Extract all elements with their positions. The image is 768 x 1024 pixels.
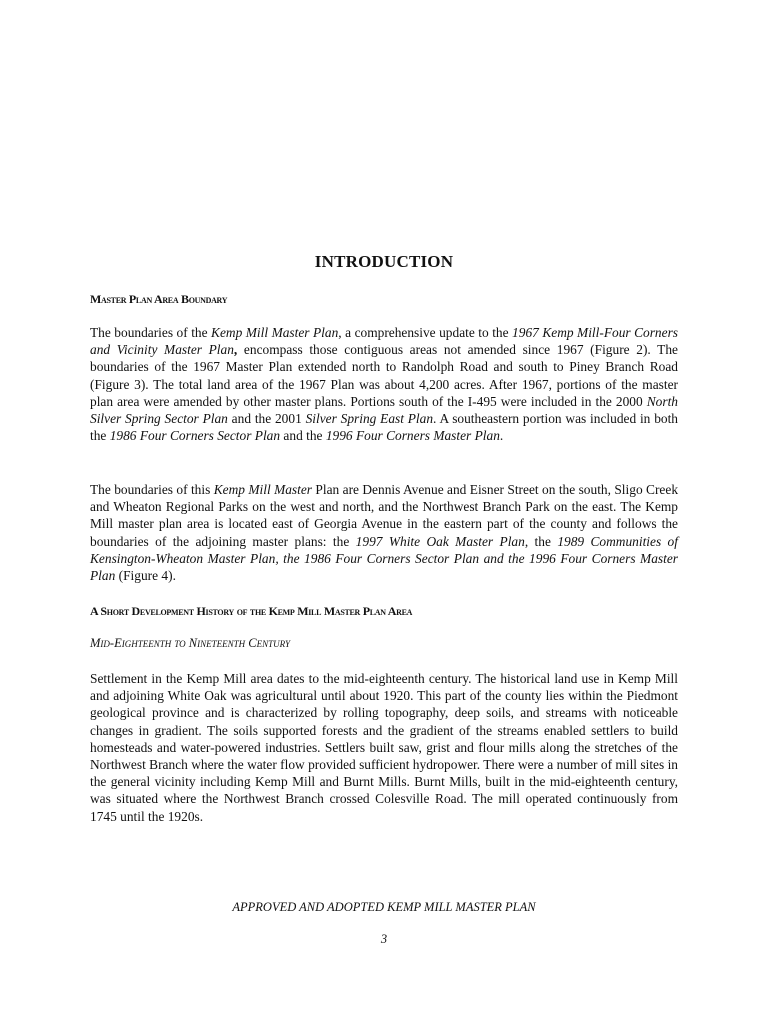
page-number: 3 — [380, 932, 388, 946]
page-title: INTRODUCTION — [314, 252, 454, 271]
paragraph-history: Settlement in the Kemp Mill area dates to the mid-eighteenth century. The historical land use in Kemp Mill and adjoining White Oak was agricultural until about 1920. This part of the county lies within the Piedmont geological province and is characterized by rolling topography, deep soils, and streams with noticeable changes in gradient. The soils supported forests and the gradient of the streams enabled settlers to build homesteads and water-powered industries. Settlers built saw, grist and flour mills along the stretches of the Northwest Branch where the water flow provided sufficient hydropower. There were a number of mill sites in the general vicinity including Kemp Mill and Burnt Mills. Burnt Mills, built in the mid-eighteenth century, was situated where the Northwest Branch crossed Colesville Road. The mill operated continuously from 1745 until the 1920s. — [90, 671, 678, 824]
italic-run: Kemp Mill Master Plan — [211, 325, 339, 340]
text-run: . — [499, 428, 504, 444]
subsection-heading-century: Mid-Eighteenth to Nineteenth Century — [90, 636, 290, 650]
italic-run: Silver Spring East Plan — [305, 411, 434, 427]
italic-run: 1986 Four Corners Sector Plan — [109, 428, 281, 444]
text-run: (Figure 4). — [115, 568, 176, 584]
section-heading-history: A Short Development History of the Kemp Mill Master Plan Area — [90, 604, 413, 618]
paragraph-boundary-2 — [90, 481, 678, 584]
italic-run: 1989 Communities of Kensington-Wheaton Master Plan, the 1986 Four Corners Sector Plan and the 1996 Four Corners Master Plan — [90, 533, 678, 584]
page-footer: APPROVED AND ADOPTED KEMP MILL MASTER PLAN — [232, 900, 536, 914]
text-run: encompass those contiguous areas not amended since 1967 (Figure 2). The boundaries of the 1967 Master Plan extended north to Randolph Road and south to Piney Branch Road (Figure 3). The total land area of the 1967 Plan was about 4,200 acres. After 1967, portions of the master plan area were amended by other master plans. Portions south of the I-495 were included in the 2000 — [90, 342, 678, 409]
text-run: . A southeastern portion was included in both the — [90, 411, 678, 444]
italic-run: North Silver Spring Sector Plan — [90, 393, 678, 427]
text-run: , a comprehensive update to the — [338, 325, 513, 340]
text-run: , the — [524, 533, 558, 549]
bold-run: , — [233, 342, 238, 358]
text-run: and the — [280, 428, 326, 444]
section-heading-boundary: Master Plan Area Boundary — [90, 292, 228, 306]
text-run: The boundaries of the — [90, 325, 212, 340]
italic-run: 1967 Kemp Mill-Four Corners and Vicinity Master Plan — [90, 325, 678, 358]
paragraph-boundary-1 — [90, 324, 678, 444]
italic-run: 1997 White Oak Master Plan — [355, 533, 525, 549]
italic-run: 1996 Four Corners Master Plan — [325, 428, 500, 444]
text-run: and the 2001 — [227, 411, 306, 427]
italic-run: Kemp Mill Master — [213, 482, 313, 497]
text-run: Plan are Dennis Avenue and Eisner Street on the south, Sligo Creek and Wheaton Regional Parks on the west and north, and the Northwest Branch Park on the east. The Kemp Mill master plan area is located east of Georgia Avenue in the eastern part of the county and follows the boundaries of the adjoining master plans: the — [90, 482, 679, 549]
text-run: The boundaries of this — [90, 482, 214, 497]
